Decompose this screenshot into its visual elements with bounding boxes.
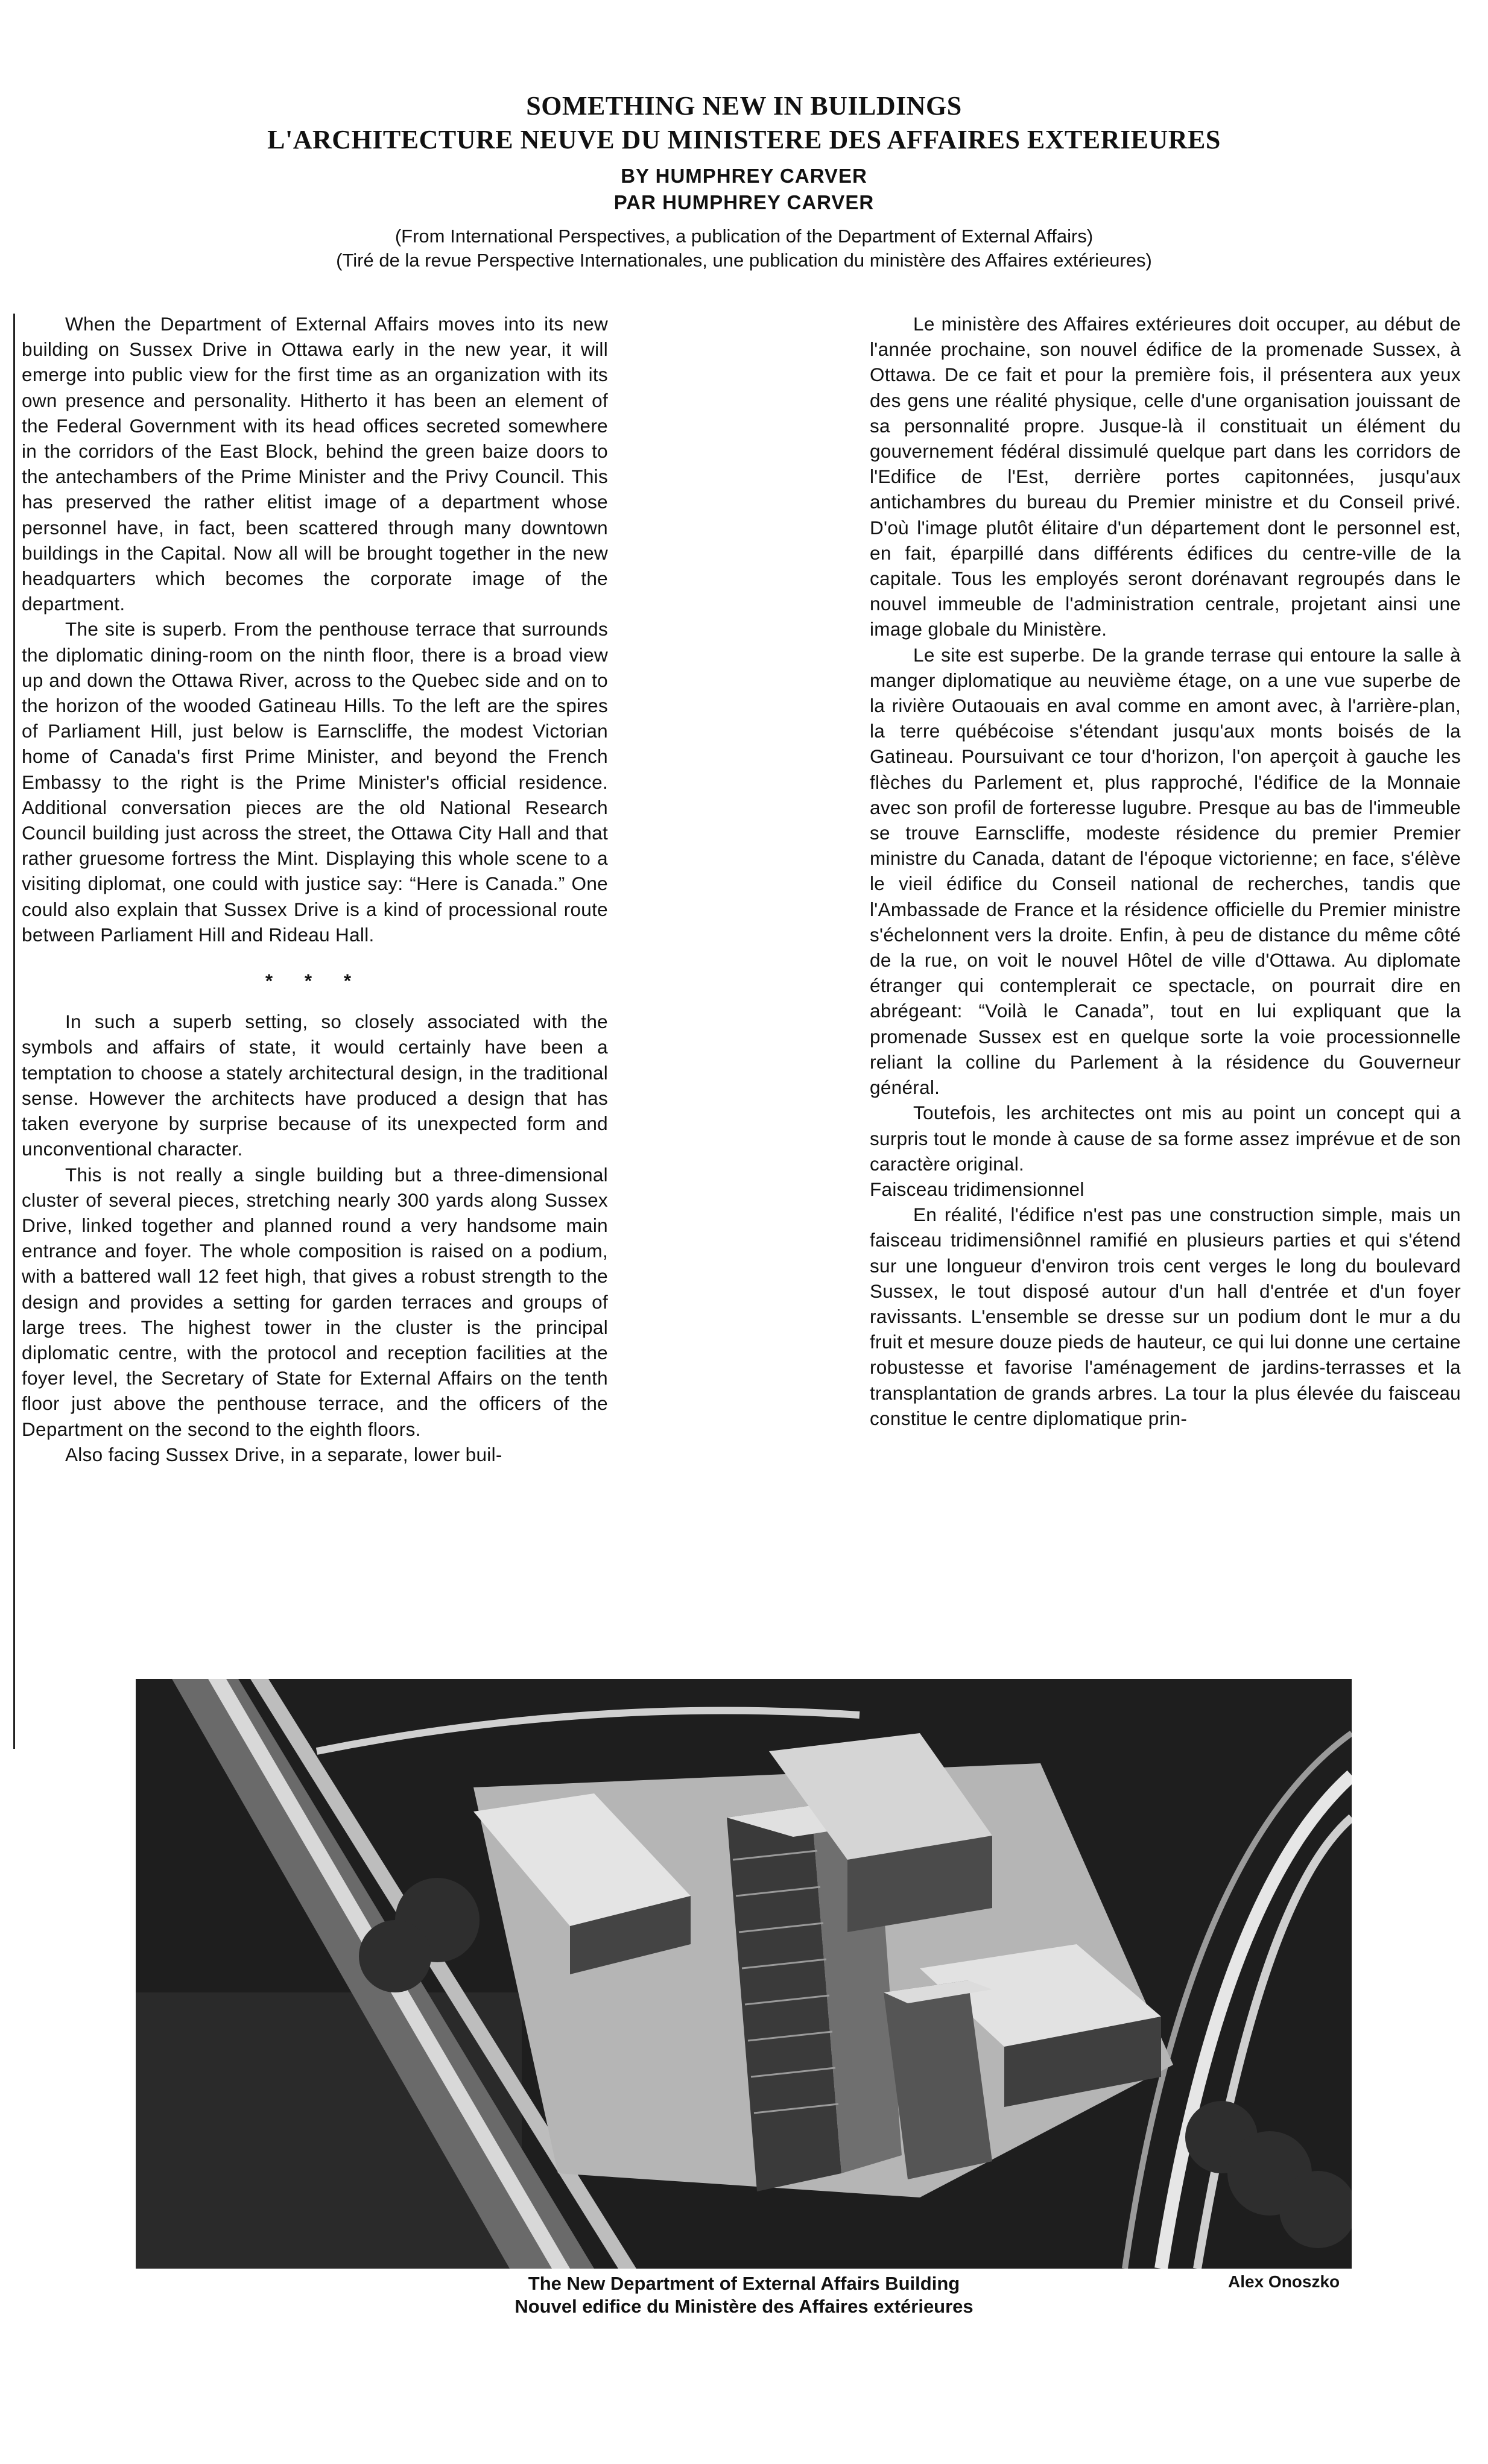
- french-paragraph-4: En réalité, l'édifice n'est pas une construction simple, mais un faisceau tridimensiônnel ramifié en plusieurs parties et qui s'étend sur une longueur d'environ trois cent verges le long du boulevard Sussex, le tout disposé autour d'un hall d'entrée et d'un foyer ravissants. L'ensemble se dresse sur un podium dont le mur a du fruit et mesure douze pieds de hauteur, ce qui lui donne une certaine robustesse et favorise l'aménagement de jardins-terrasses et la transplantation de grands arbres. La tour la plus élevée du faisceau constitue le centre diplomatique prin-: [870, 1204, 1461, 1429]
- source-english: (From International Perspectives, a publication of the Department of External Affairs): [394, 226, 1094, 247]
- section-separator: * * *: [265, 970, 365, 992]
- english-paragraph-4: This is not really a single building but a three-dimensional cluster of several pieces, stretching nearly 300 yards along Sussex Drive, linked together and planned round a very handsome main entrance and foyer. The whole composition is raised on a podium, with a battered wall 12 feet high, that gives a robust strength to the design and provides a setting for garden terraces and groups of large trees. The highest tower in the cluster is the principal diplomatic centre, with the protocol and reception facilities at the foyer level, the Secretary of State for External Affairs on the tenth floor just above the penthouse terrace, and the officers of the Department on the second to the eighth floors.: [22, 1163, 608, 1440]
- aerial-building-illustration: [136, 1679, 1352, 2269]
- margin-rule: [13, 314, 15, 1749]
- source-french: (Tiré de la revue Perspective Internationales, une publication du ministère des Affaires extérieures): [336, 250, 1152, 271]
- french-paragraph-1: Le ministère des Affaires extérieures doit occuper, au début de l'année prochaine, son nouvel édifice de la promenade Sussex, à Ottawa. De ce fait et pour la première fois, il présentera aux yeux des gens une réalité physique, celle d'une organisation jouissant de sa personnalité propre. Jusque-là il constituait un élément du gouvernement fédéral dissimulé quelque part dans les corridors de l'Edifice de l'Est, derrière portes capitonnées, jusqu'aux antichambres du bureau du Premier ministre et du Conseil privé. D'où l'image plutôt élitaire d'un département dont le personnel est, en fait, éparpillé dans différents édifices du centre-ville de la capitale. Tous les employés seront dorénavant regroupés dans le nouvel immeuble de l'administration centrale, projetant ainsi une image globale du Ministère.: [870, 313, 1461, 640]
- title-english: SOMETHING NEW IN BUILDINGS: [526, 91, 962, 121]
- english-paragraph-5: Also facing Sussex Drive, in a separate, lower buil-: [65, 1443, 502, 1465]
- title-french: L'ARCHITECTURE NEUVE DU MINISTERE DES AFFAIRES EXTERIEURES: [267, 125, 1221, 154]
- photo-credit: Alex Onoszko: [1228, 2272, 1340, 2291]
- english-paragraph-2: The site is superb. From the penthouse terrace that surrounds the diplomatic dining-room on the ninth floor, there is a broad view up and down the Ottawa River, across to the Quebec side and on to the horizon of the wooded Gatineau Hills. To the left are the spires of Parliament Hill, just below is Earnscliffe, the modest Victorian home of Canada's first Prime Minister, and beyond the French Embassy to the right is the Prime Minister's official residence. Additional conversation pieces are the old National Research Council building just across the street, the Ottawa City Hall and that rather gruesome fortress the Mint. Displaying this whole scene to a visiting diplomat, one could with justice say: “Here is Canada.” One could also explain that Sussex Drive is a kind of processional route between Parliament Hill and Rideau Hall.: [22, 618, 608, 946]
- building-photo: [136, 1679, 1352, 2269]
- french-column: [870, 311, 1461, 1431]
- french-paragraph-3: Toutefois, les architectes ont mis au point un concept qui a surpris tout le monde à cause de sa forme assez imprévue et de son caractère original.: [870, 1102, 1461, 1175]
- caption-french: Nouvel edifice du Ministère des Affaires extérieures: [514, 2296, 974, 2317]
- french-subheading: Faisceau tridimensionnel: [870, 1178, 1084, 1200]
- english-paragraph-3: In such a superb setting, so closely associated with the symbols and affairs of state, it would certainly have been a temptation to choose a stately architectural design, in the traditional sense. However the architects have produced a design that has taken everyone by surprise because of its unexpected form and unconventional character.: [22, 1011, 608, 1160]
- english-column: [22, 311, 608, 1467]
- byline-french: PAR HUMPHREY CARVER: [613, 191, 875, 213]
- french-paragraph-2: Le site est superbe. De la grande terrase qui entoure la salle à manger diplomatique au neuvième étage, on a une vue superbe de la rivière Outaouais en aval comme en amont avec, à l'arrière-plan, la terre québécoise s'étendant jusqu'aux monts boisés de la Gatineau. Poursuivant ce tour d'horizon, l'on aperçoit à gauche les flèches du Parlement et, plus rapproché, l'édifice de la Monnaie avec son profil de forteresse lugubre. Presque au bas de l'immeuble se trouve Earnscliffe, modeste résidence du premier Premier ministre du Canada, datant de l'époque victorienne; en face, s'élève le vieil édifice du Conseil national de recherches, tandis que l'Ambassade de France et la résidence officielle du Premier ministre s'échelonnent vers la droite. Enfin, à peu de distance du même côté de la rue, on voit le nouvel Hôtel de ville d'Ottawa. Au diplomate étranger qui contemplerait ce spectacle, on pourrait dire en abrégeant: “Voilà le Canada”, tout en lui expliquant que la promenade Sussex est en quelque sorte la voie processionnelle reliant la colline du Parlement à la résidence du Gouverneur général.: [870, 643, 1461, 1099]
- byline-english: BY HUMPHREY CARVER: [621, 165, 867, 187]
- article-header: [0, 89, 1488, 273]
- english-paragraph-1: When the Department of External Affairs moves into its new building on Sussex Drive in Ottawa early in the new year, it will emerge into public view for the first time as an organization with its own presence and personality. Hitherto it has been an element of the Federal Government with its head offices secreted somewhere in the corridors of the East Block, behind the green baize doors to the antechambers of the Prime Minister and the Privy Council. This has preserved the rather elitist image of a department whose personnel have, in fact, been scattered through many downtown buildings in the Capital. Now all will be brought together in the new headquarters which becomes the corporate image of the department.: [22, 313, 608, 615]
- caption-english: The New Department of External Affairs Building: [528, 2273, 960, 2294]
